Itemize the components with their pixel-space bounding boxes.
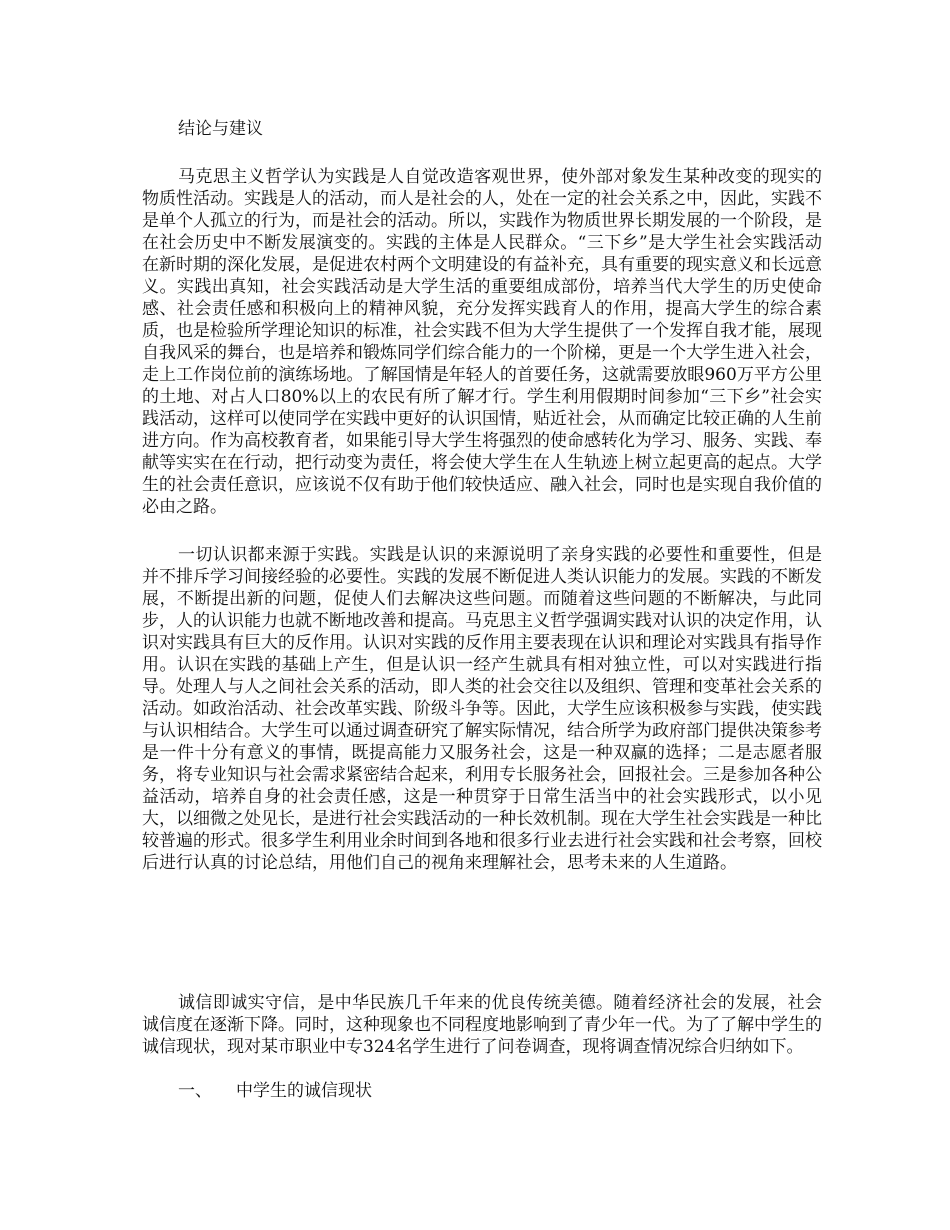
spacer bbox=[142, 874, 822, 992]
spacer bbox=[142, 518, 822, 544]
spacer bbox=[142, 140, 822, 166]
section-title: 中学生的诚信现状 bbox=[236, 1081, 372, 1101]
paragraph: 诚信即诚实守信，是中华民族几千年来的优良传统美德。随着经济社会的发展，社会诚信度在逐渐下降。同时，这种现象也不同程度地影响到了青少年一代。为了了解中学生的诚信现状，现对某市职业中专324名学生进行了问卷调查，现将调查情况综合归纳如下。 bbox=[142, 993, 822, 1057]
numbered-section-heading bbox=[142, 1080, 822, 1102]
section-heading: 结论与建议 bbox=[178, 119, 263, 139]
spacer bbox=[142, 1058, 822, 1080]
document-body bbox=[142, 118, 822, 1102]
section-number: 一、 bbox=[178, 1081, 212, 1101]
paragraph: 马克思主义哲学认为实践是人自觉改造客观世界，使外部对象发生某种改变的现实的物质性活动。实践是人的活动，而人是社会的人，处在一定的社会关系之中，因此，实践不是单个人孤立的行为，而是社会的活动。所以，实践作为物质世界长期发展的一个阶段，是在社会历史中不断发展演变的。实践的主体是人民群众。“三下乡”是大学生社会实践活动在新时期的深化发展，是促进农村两个文明建设的有益补充，具有重要的现实意义和长远意义。实践出真知，社会实践活动是大学生活的重要组成部份，培养当代大学生的历史使命感、社会责任感和积极向上的精神风貌，充分发挥实践育人的作用，提高大学生的综合素质，也是检验所学理论知识的标准，社会实践不但为大学生提供了一个发挥自我才能，展现自我风采的舞台，也是培养和锻炼同学们综合能力的一个阶梯，更是一个大学生进入社会，走上工作岗位前的演练场地。了解国情是年轻人的首要任务，这就需要放眼960万平方公里的土地、对占人口80%以上的农民有所了解才行。学生利用假期时间参加“三下乡”社会实践活动，这样可以使同学在实践中更好的认识国情，贴近社会，从而确定比较正确的人生前进方向。作为高校教育者，如果能引导大学生将强烈的使命感转化为学习、服务、实践、奉献等实实在在行动，把行动变为责任，将会使大学生在人生轨迹上树立起更高的起点。大学生的社会责任意识，应该说不仅有助于他们较快适应、融入社会，同时也是实现自我价值的必由之路。 bbox=[142, 167, 822, 517]
paragraph: 一切认识都来源于实践。实践是认识的来源说明了亲身实践的必要性和重要性，但是并不排斥学习间接经验的必要性。实践的发展不断促进人类认识能力的发展。实践的不断发展，不断提出新的问题，促使人们去解决这些问题。而随着这些问题的不断解决，与此同步，人的认识能力也就不断地改善和提高。马克思主义哲学强调实践对认识的决定作用，认识对实践具有巨大的反作用。认识对实践的反作用主要表现在认识和理论对实践具有指导作用。认识在实践的基础上产生，但是认识一经产生就具有相对独立性，可以对实践进行指导。处理人与人之间社会关系的活动，即人类的社会交往以及组织、管理和变革社会关系的活动。如政治活动、社会改革实践、阶级斗争等。因此，大学生应该积极参与实践，使实践与认识相结合。大学生可以通过调查研究了解实际情况，结合所学为政府部门提供决策参考是一件十分有意义的事情，既提高能力又服务社会，这是一种双赢的选择；二是志愿者服务，将专业知识与社会需求紧密结合起来，利用专长服务社会，回报社会。三是参加各种公益活动，培养自身的社会责任感，这是一种贯穿于日常生活当中的社会实践形式，以小见大，以细微之处见长，是进行社会实践活动的一种长效机制。现在大学生社会实践是一种比较普遍的形式。很多学生利用业余时间到各地和很多行业去进行社会实践和社会考察，回校后进行认真的讨论总结，用他们自己的视角来理解社会，思考未来的人生道路。 bbox=[142, 545, 822, 873]
